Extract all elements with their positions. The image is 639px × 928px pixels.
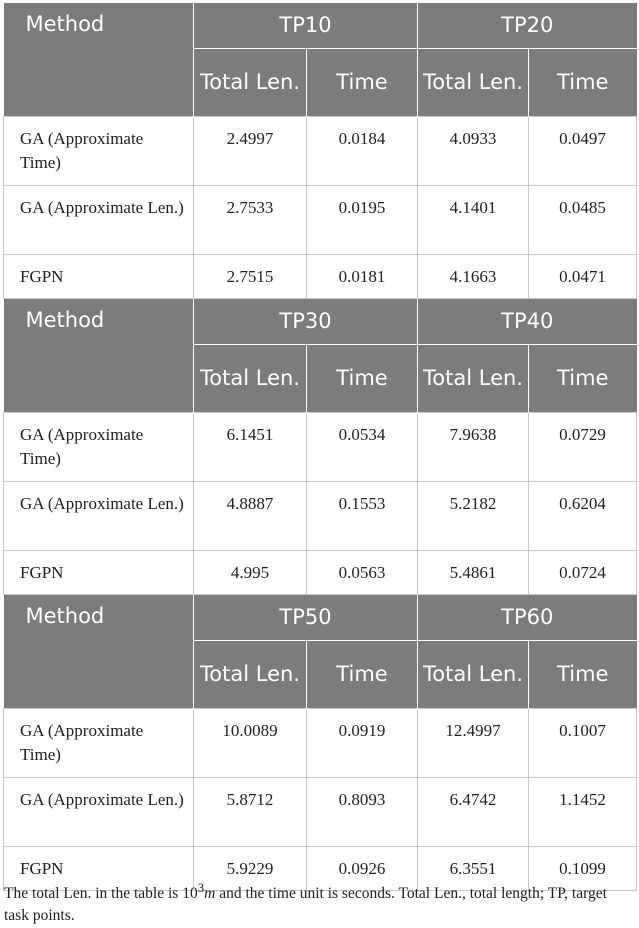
value-cell: 5.9229 (194, 847, 307, 891)
table-row (4, 117, 637, 186)
value-cell: 10.0089 (194, 709, 307, 778)
value-cell: 0.0195 (307, 186, 418, 255)
method-header: Method (4, 595, 194, 709)
value-cell: 6.1451 (194, 413, 307, 482)
method-cell: FGPN (4, 255, 194, 299)
results-table (3, 3, 637, 891)
value-cell: 0.1007 (529, 709, 637, 778)
method-cell: GA (Approximate Len.) (4, 778, 194, 847)
method-cell: GA (Approximate Time) (4, 117, 194, 186)
value-cell: 0.0181 (307, 255, 418, 299)
time-header: Time (529, 345, 637, 413)
method-cell: GA (Approximate Len.) (4, 482, 194, 551)
value-cell: 12.4997 (418, 709, 529, 778)
value-cell: 4.8887 (194, 482, 307, 551)
total-len-header: Total Len. (194, 49, 307, 117)
header-row (4, 595, 637, 641)
value-cell: 0.0563 (307, 551, 418, 595)
tp-header: TP60 (418, 595, 637, 641)
table-row (4, 413, 637, 482)
time-header: Time (529, 641, 637, 709)
value-cell: 4.995 (194, 551, 307, 595)
table-row (4, 778, 637, 847)
total-len-header: Total Len. (418, 641, 529, 709)
table-row (4, 551, 637, 595)
value-cell: 2.4997 (194, 117, 307, 186)
table-block (4, 299, 637, 595)
value-cell: 4.0933 (418, 117, 529, 186)
method-header: Method (4, 3, 194, 117)
table-block (4, 595, 637, 891)
footnote-suffix: and the time unit is seconds. Total Len., total length; TP, target task points. (4, 885, 607, 925)
total-len-header: Total Len. (418, 345, 529, 413)
tp-header: TP20 (418, 3, 637, 49)
header-row (4, 299, 637, 345)
total-len-header: Total Len. (194, 345, 307, 413)
value-cell: 0.8093 (307, 778, 418, 847)
value-cell: 5.8712 (194, 778, 307, 847)
table-footnote (4, 877, 634, 927)
value-cell: 0.1553 (307, 482, 418, 551)
value-cell: 0.0729 (529, 413, 637, 482)
tp-header: TP50 (194, 595, 418, 641)
value-cell: 0.0534 (307, 413, 418, 482)
value-cell: 0.0919 (307, 709, 418, 778)
value-cell: 6.3551 (418, 847, 529, 891)
value-cell: 5.4861 (418, 551, 529, 595)
footnote-exponent: 3 (197, 880, 205, 895)
value-cell: 6.4742 (418, 778, 529, 847)
value-cell: 0.0485 (529, 186, 637, 255)
table-block (4, 3, 637, 299)
method-cell: GA (Approximate Time) (4, 709, 194, 778)
footnote-unit: m (204, 885, 216, 903)
total-len-header: Total Len. (194, 641, 307, 709)
value-cell: 0.0184 (307, 117, 418, 186)
value-cell: 0.6204 (529, 482, 637, 551)
value-cell: 4.1401 (418, 186, 529, 255)
value-cell: 2.7533 (194, 186, 307, 255)
tp-header: TP40 (418, 299, 637, 345)
results-table-container (3, 3, 636, 891)
value-cell: 5.2182 (418, 482, 529, 551)
tp-header: TP30 (194, 299, 418, 345)
method-cell: GA (Approximate Len.) (4, 186, 194, 255)
footnote-prefix: The total Len. in the table is 10 (4, 885, 198, 903)
value-cell: 2.7515 (194, 255, 307, 299)
method-cell: GA (Approximate Time) (4, 413, 194, 482)
time-header: Time (307, 345, 418, 413)
tp-header: TP10 (194, 3, 418, 49)
table-row (4, 709, 637, 778)
value-cell: 0.0724 (529, 551, 637, 595)
value-cell: 1.1452 (529, 778, 637, 847)
header-row (4, 3, 637, 49)
time-header: Time (307, 641, 418, 709)
value-cell: 4.1663 (418, 255, 529, 299)
method-cell: FGPN (4, 847, 194, 891)
value-cell: 0.0926 (307, 847, 418, 891)
method-cell: FGPN (4, 551, 194, 595)
time-header: Time (529, 49, 637, 117)
total-len-header: Total Len. (418, 49, 529, 117)
value-cell: 7.9638 (418, 413, 529, 482)
time-header: Time (307, 49, 418, 117)
value-cell: 0.0497 (529, 117, 637, 186)
value-cell: 0.0471 (529, 255, 637, 299)
method-header: Method (4, 299, 194, 413)
table-row (4, 186, 637, 255)
value-cell: 0.1099 (529, 847, 637, 891)
table-row (4, 255, 637, 299)
table-row (4, 482, 637, 551)
